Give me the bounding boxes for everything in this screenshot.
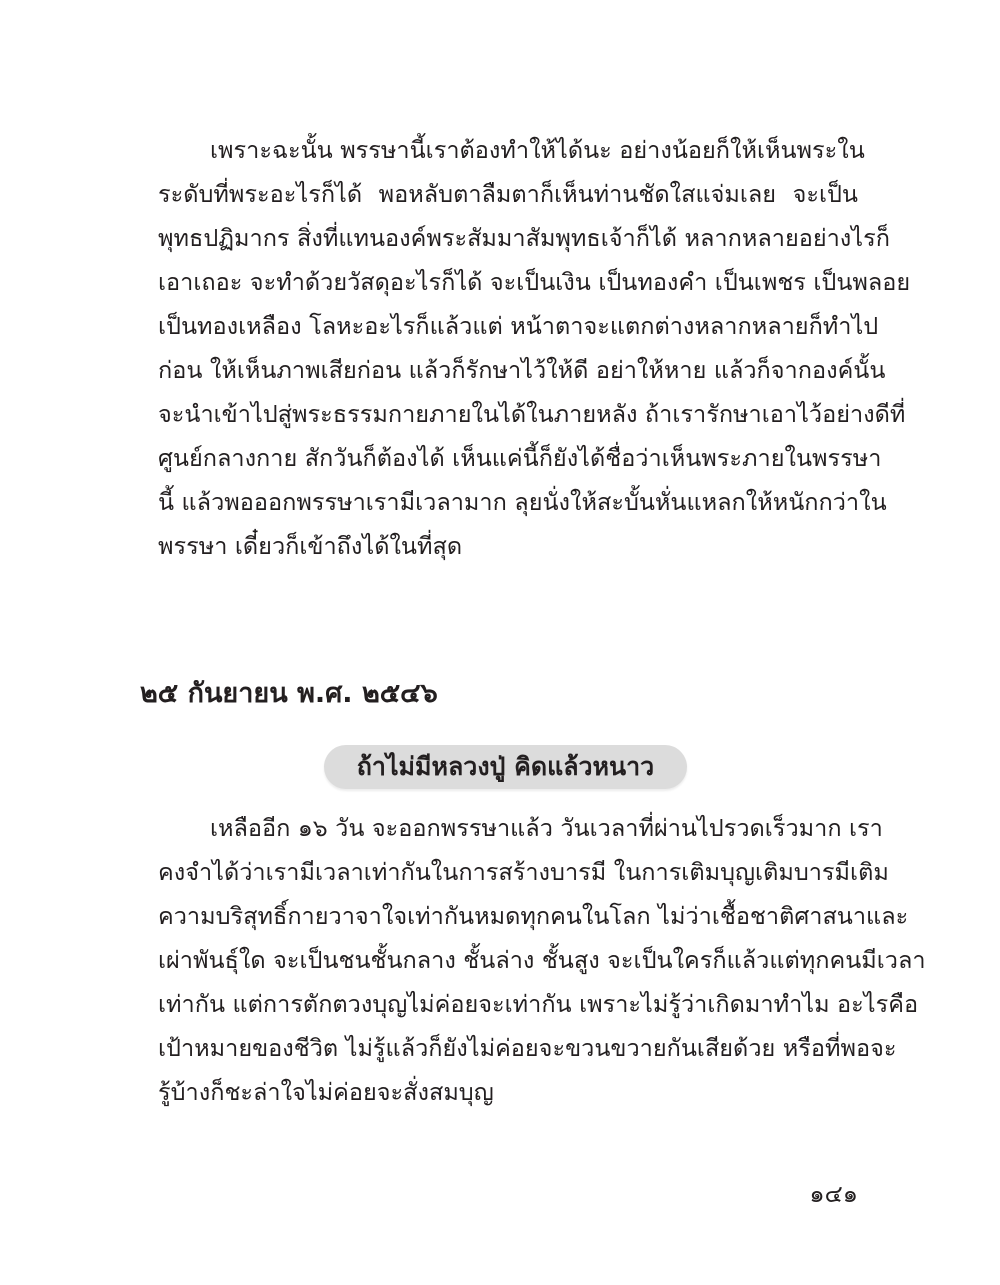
- paragraph-2-line-5: เท่ากัน แต่การตักตวงบุญไม่ค่อยจะเท่ากัน เพราะไม่รู้ว่าเกิดมาทำไม อะไรคือ: [158, 990, 919, 1018]
- paragraph-1-line-2: ระดับที่พระอะไรก็ได้ พอหลับตาลืมตาก็เห็นท่านชัดใสแจ่มเลย จะเป็น: [158, 180, 858, 208]
- paragraph-2-line-6: เป้าหมายของชีวิต ไม่รู้แล้วก็ยังไม่ค่อยจะขวนขวายกันเสียด้วย หรือที่พอจะ: [158, 1034, 897, 1062]
- paragraph-1-line-1: เพราะฉะนั้น พรรษานี้เราต้องทำให้ได้นะ อย่างน้อยก็ให้เห็นพระใน: [210, 136, 865, 164]
- paragraph-1-line-6: ก่อน ให้เห็นภาพเสียก่อน แล้วก็รักษาไว้ให้ดี อย่าให้หาย แล้วก็จากองค์นั้น: [158, 356, 886, 384]
- section-title: ถ้าไม่มีหลวงปู่ คิดแล้วหนาว: [324, 745, 687, 789]
- paragraph-1-line-8: ศูนย์กลางกาย สักวันก็ต้องได้ เห็นแค่นี้ก็ยังได้ชื่อว่าเห็นพระภายในพรรษา: [158, 444, 882, 472]
- paragraph-1-line-7: จะนำเข้าไปสู่พระธรรมกายภายในได้ในภายหลัง ถ้าเรารักษาเอาไว้อย่างดีที่: [158, 400, 906, 428]
- paragraph-1-line-10: พรรษา เดี๋ยวก็เข้าถึงได้ในที่สุด: [158, 532, 463, 560]
- paragraph-1-line-4: เอาเถอะ จะทำด้วยวัสดุอะไรก็ได้ จะเป็นเงิน เป็นทองคำ เป็นเพชร เป็นพลอย: [158, 268, 911, 296]
- paragraph-2-line-4: เผ่าพันธุ์ใด จะเป็นชนชั้นกลาง ชั้นล่าง ชั้นสูง จะเป็นใครก็แล้วแต่ทุกคนมีเวลา: [158, 946, 926, 974]
- paragraph-1-line-9: นี้ แล้วพอออกพรรษาเรามีเวลามาก ลุยนั่งให้สะบั้นหั่นแหลกให้หนักกว่าใน: [158, 488, 887, 516]
- paragraph-1-line-5: เป็นทองเหลือง โลหะอะไรก็แล้วแต่ หน้าตาจะแตกต่างหลากหลายก็ทำไป: [158, 312, 879, 340]
- paragraph-2-line-1: เหลืออีก ๑๖ วัน จะออกพรรษาแล้ว วันเวลาที่ผ่านไปรวดเร็วมาก เรา: [210, 814, 883, 842]
- paragraph-2-line-3: ความบริสุทธิ์กายวาจาใจเท่ากันหมดทุกคนในโลก ไม่ว่าเชื้อชาติศาสนาและ: [158, 902, 909, 930]
- paragraph-1-line-3: พุทธปฏิมากร สิ่งที่แทนองค์พระสัมมาสัมพุทธเจ้าก็ได้ หลากหลายอย่างไรก็: [158, 224, 890, 252]
- page-number: ๑๔๑: [809, 1180, 858, 1208]
- date-heading: ๒๕ กันยายน พ.ศ. ๒๕๔๖: [140, 678, 438, 709]
- paragraph-2-line-7: รู้บ้างก็ชะล่าใจไม่ค่อยจะสั่งสมบุญ: [158, 1078, 494, 1106]
- paragraph-2-line-2: คงจำได้ว่าเรามีเวลาเท่ากันในการสร้างบารมี ในการเติมบุญเติมบารมีเติม: [158, 858, 889, 886]
